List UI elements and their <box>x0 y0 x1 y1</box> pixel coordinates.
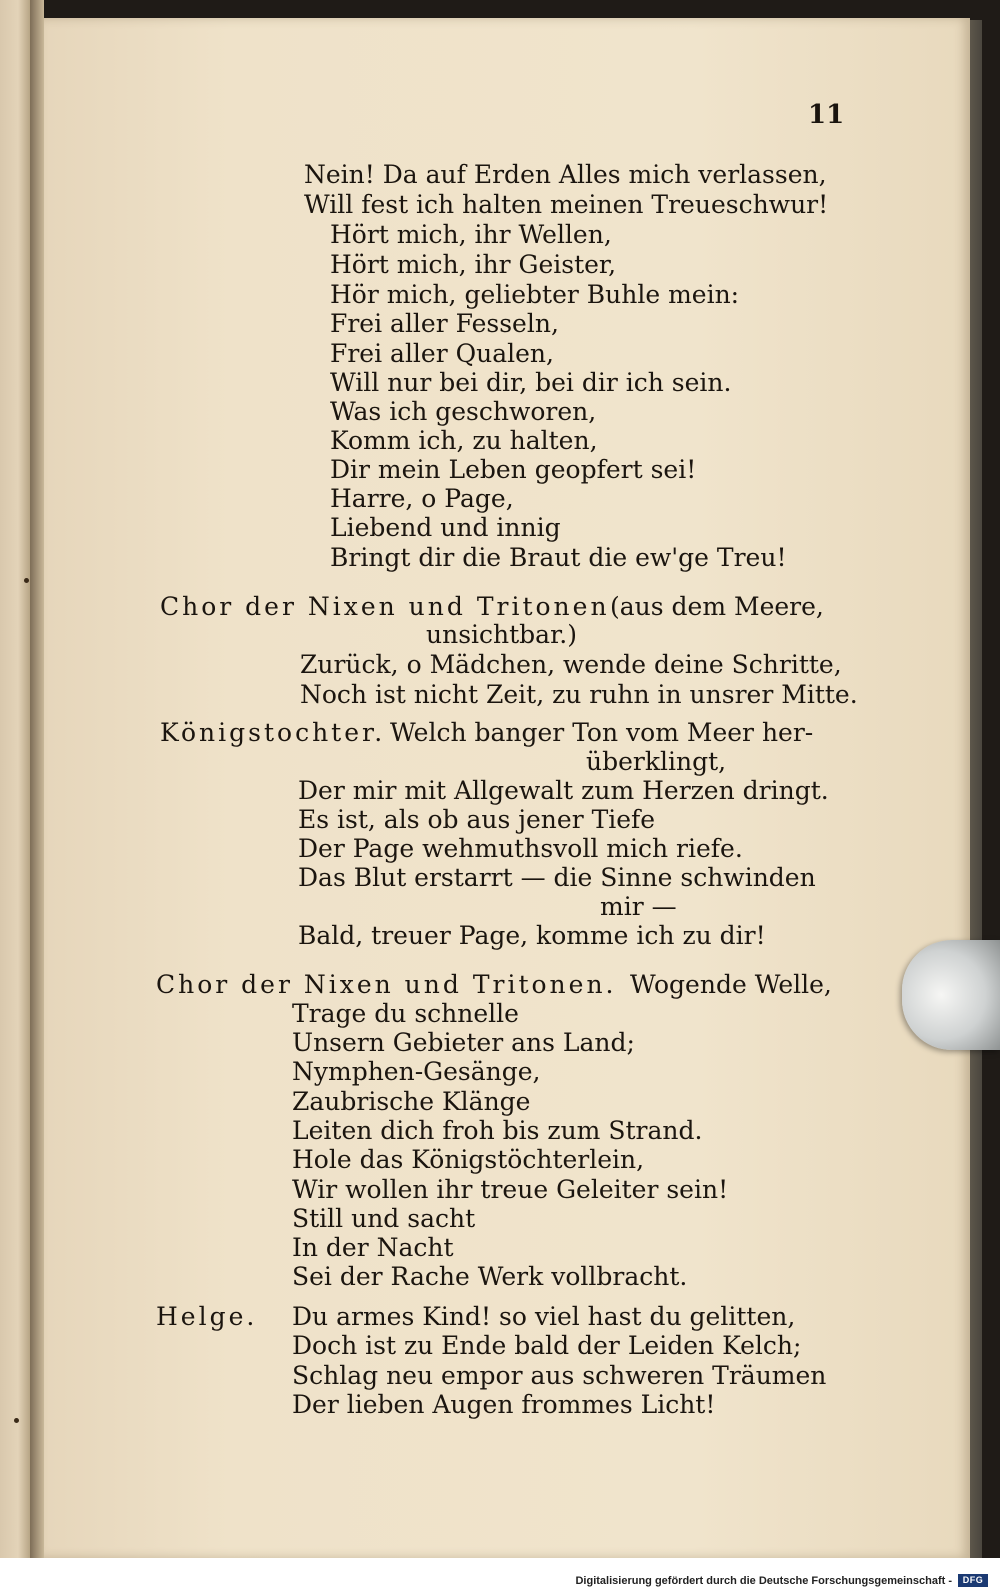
stage-direction: (aus dem Meere, <box>610 592 824 621</box>
verse-line: Wogende Welle, <box>630 970 832 999</box>
speaker-label: Helge. <box>156 1302 258 1331</box>
verse-line: Harre, o Page, <box>330 484 514 513</box>
verse-line: Nein! Da auf Erden Alles mich verlassen, <box>304 160 827 189</box>
verse-line: Der lieben Augen frommes Licht! <box>292 1390 716 1419</box>
verse-line: Will fest ich halten meinen Treueschwur! <box>304 190 829 219</box>
verse-line: Welch banger Ton vom Meer her- <box>390 718 814 747</box>
book-gutter <box>30 0 44 1560</box>
verse-line: Was ich geschworen, <box>330 397 597 426</box>
digitization-credit: Digitalisierung gefördert durch die Deutsche Forschungsgemeinschaft - <box>575 1575 952 1587</box>
verse-line: Frei aller Qualen, <box>330 339 554 368</box>
verse-line: Der mir mit Allgewalt zum Herzen dringt. <box>298 776 829 805</box>
verse-line: Doch ist zu Ende bald der Leiden Kelch; <box>292 1331 802 1360</box>
verse-line: Das Blut erstarrt — die Sinne schwinden <box>298 863 816 892</box>
stage-direction: unsichtbar.) <box>426 620 577 649</box>
verse-line: Hole das Königstöchterlein, <box>292 1145 645 1174</box>
verse-line: Unsern Gebieter ans Land; <box>292 1028 635 1057</box>
left-page-edge <box>0 0 30 1560</box>
verse-line: In der Nacht <box>292 1233 454 1262</box>
binding-mark <box>24 578 29 583</box>
verse-line: Wir wollen ihr treue Geleiter sein! <box>292 1175 729 1204</box>
verse-line: Zaubrische Klänge <box>292 1087 531 1116</box>
speaker-label: Königstochter. <box>160 718 386 747</box>
verse-line: mir — <box>600 892 677 921</box>
page-holder-clip <box>902 940 1000 1050</box>
verse-line: Hört mich, ihr Wellen, <box>330 220 612 249</box>
verse-line: Frei aller Fesseln, <box>330 309 559 338</box>
dfg-logo: DFG <box>958 1574 988 1587</box>
verse-line: Der Page wehmuthsvoll mich riefe. <box>298 834 743 863</box>
verse-line: Dir mein Leben geopfert sei! <box>330 455 697 484</box>
binding-mark <box>14 1418 19 1423</box>
verse-line: Es ist, als ob aus jener Tiefe <box>298 805 656 834</box>
verse-line: Du armes Kind! so viel hast du gelitten, <box>292 1302 796 1331</box>
verse-line: Komm ich, zu halten, <box>330 426 598 455</box>
verse-line: überklingt, <box>586 747 727 776</box>
verse-line: Will nur bei dir, bei dir ich sein. <box>330 368 732 397</box>
verse-line: Noch ist nicht Zeit, zu ruhn in unsrer Mitte. <box>300 680 858 709</box>
verse-line: Nymphen-Gesänge, <box>292 1057 541 1086</box>
verse-line: Still und sacht <box>292 1204 476 1233</box>
verse-line: Hör mich, geliebter Buhle mein: <box>330 280 740 309</box>
verse-line: Zurück, o Mädchen, wende deine Schritte, <box>300 650 842 679</box>
verse-line: Bald, treuer Page, komme ich zu dir! <box>298 921 766 950</box>
page-number: 11 <box>808 100 845 130</box>
verse-line: Liebend und innig <box>330 513 561 542</box>
speaker-label: Chor der Nixen und Tritonen <box>160 592 610 621</box>
verse-line: Sei der Rache Werk vollbracht. <box>292 1262 688 1291</box>
speaker-label: Chor der Nixen und Tritonen. <box>156 970 617 999</box>
verse-line: Trage du schnelle <box>292 999 519 1028</box>
verse-line: Schlag neu empor aus schweren Träumen <box>292 1361 827 1390</box>
verse-line: Leiten dich froh bis zum Strand. <box>292 1116 703 1145</box>
verse-line: Hört mich, ihr Geister, <box>330 250 617 279</box>
verse-line: Bringt dir die Braut die ew'ge Treu! <box>330 543 787 572</box>
